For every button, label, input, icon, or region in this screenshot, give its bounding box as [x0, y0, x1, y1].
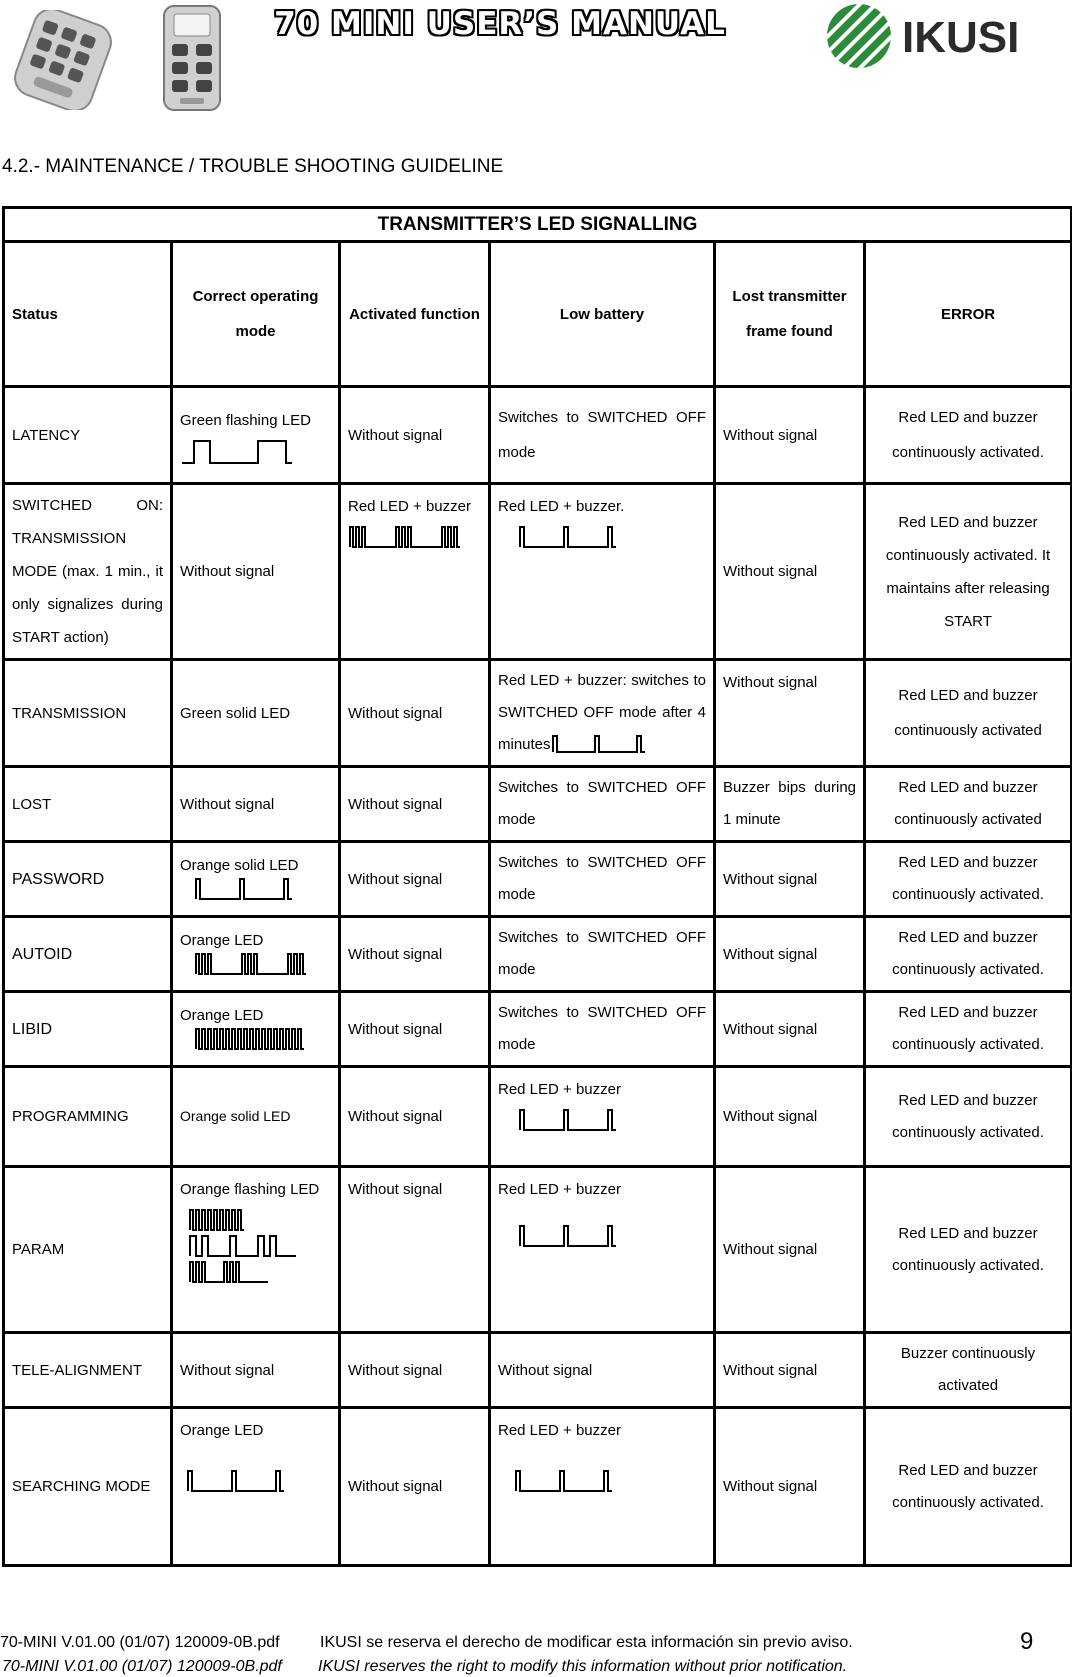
activated-cell: Without signal: [340, 767, 490, 842]
lost-frame-cell: Without signal: [715, 1408, 865, 1566]
activated-cell: [340, 484, 490, 660]
led-signal-icon: [180, 438, 331, 468]
error-cell: Red LED and buzzer continuously activated.: [865, 1067, 1072, 1167]
footer-disclaimer: IKUSI reserves the right to modify this information without prior notification.: [318, 1658, 848, 1675]
status-cell: TELE-ALIGNMENT: [4, 1333, 172, 1408]
table-row: [4, 992, 1072, 1067]
lost-frame-cell: Without signal: [715, 1333, 865, 1408]
cell-label: Orange flashing LED: [180, 1181, 320, 1198]
footer-disclaimer: IKUSI se reserva el derecho de modificar esta información sin previo aviso.: [320, 1634, 853, 1651]
cell-label: Orange LED: [180, 932, 264, 949]
column-header: Correct operating mode: [172, 242, 340, 387]
activated-cell: Without signal: [340, 387, 490, 484]
led-signal-icon: [348, 524, 481, 554]
led-signal-icon: [180, 1026, 331, 1052]
status-cell: PROGRAMMING: [4, 1067, 172, 1167]
table-row: [4, 1408, 1072, 1566]
error-cell: Red LED and buzzer continuously activated.: [865, 917, 1072, 992]
activated-cell: Without signal: [340, 1408, 490, 1566]
low-battery-cell: [490, 484, 715, 660]
table-row: [4, 767, 1072, 842]
status-cell: AUTOID: [4, 917, 172, 992]
correct-mode-cell: Orange solid LED: [172, 1067, 340, 1167]
status-cell: PARAM: [4, 1167, 172, 1333]
low-battery-cell: [490, 660, 715, 767]
status-cell: SWITCHED ON: TRANSMISSION MODE (max. 1 min., it only signalizes during START action): [4, 484, 172, 660]
column-header: Status: [4, 242, 172, 387]
page-header: [0, 0, 1072, 120]
cell-label: Red LED + buzzer: [348, 498, 471, 515]
correct-mode-cell: [172, 1408, 340, 1566]
lost-frame-cell: Without signal: [715, 1167, 865, 1333]
table-row: [4, 660, 1072, 767]
low-battery-cell: [490, 1408, 715, 1566]
table-row: [4, 387, 1072, 484]
logo-text: IKUSI: [902, 13, 1020, 62]
table-row: [4, 917, 1072, 992]
correct-mode-cell: [172, 917, 340, 992]
cell-label: Red LED + buzzer.: [498, 498, 625, 515]
lost-frame-cell: Without signal: [715, 484, 865, 660]
error-cell: Red LED and buzzer continuously activated.: [865, 1408, 1072, 1566]
correct-mode-cell: [172, 387, 340, 484]
table-row: [4, 1067, 1072, 1167]
remote-control-image: [160, 4, 224, 112]
status-cell: TRANSMISSION: [4, 660, 172, 767]
activated-cell: Without signal: [340, 660, 490, 767]
cell-label: Orange LED: [180, 1422, 264, 1439]
led-signal-icon: [498, 1223, 706, 1253]
status-cell: LATENCY: [4, 387, 172, 484]
led-signal-icon: [180, 1468, 331, 1498]
correct-mode-cell: Without signal: [172, 767, 340, 842]
led-signalling-table: [2, 206, 1072, 1567]
section-title: 4.2.- MAINTENANCE / TROUBLE SHOOTING GUIDELINE: [2, 156, 504, 177]
error-cell: Red LED and buzzer continuously activated.: [865, 1167, 1072, 1333]
low-battery-cell: Switches to SWITCHED OFF mode: [490, 842, 715, 917]
status-cell: PASSWORD: [4, 842, 172, 917]
page-number: 9: [1020, 1628, 1034, 1655]
column-header: Lost transmitter frame found: [715, 242, 865, 387]
table-row: [4, 484, 1072, 660]
cell-label: Red LED + buzzer: [498, 1422, 621, 1439]
table-caption: TRANSMITTER’S LED SIGNALLING: [4, 208, 1072, 242]
lost-frame-cell: Without signal: [715, 842, 865, 917]
activated-cell: Without signal: [340, 842, 490, 917]
correct-mode-cell: Green solid LED: [172, 660, 340, 767]
status-cell: LIBID: [4, 992, 172, 1067]
led-signal-icon: [498, 1468, 706, 1498]
ikusi-logo: [824, 2, 1044, 72]
footer-file-name: 70-MINI V.01.00 (01/07) 120009-0B.pdf: [0, 1634, 280, 1651]
correct-mode-cell: [172, 1167, 340, 1333]
lost-frame-cell: Without signal: [715, 992, 865, 1067]
cell-label: Red LED + buzzer: [498, 1081, 621, 1098]
led-signal-icon: [551, 733, 651, 757]
lost-frame-cell: Without signal: [715, 917, 865, 992]
lost-frame-cell: Without signal: [715, 387, 865, 484]
status-cell: SEARCHING MODE: [4, 1408, 172, 1566]
error-cell: Red LED and buzzer continuously activated: [865, 660, 1072, 767]
error-cell: Red LED and buzzer continuously activated.: [865, 842, 1072, 917]
low-battery-cell: Switches to SWITCHED OFF mode: [490, 387, 715, 484]
footer-file-name: 70-MINI V.01.00 (01/07) 120009-0B.pdf: [2, 1658, 282, 1675]
low-battery-cell: Switches to SWITCHED OFF mode: [490, 992, 715, 1067]
error-cell: Red LED and buzzer continuously activated.: [865, 387, 1072, 484]
table-row: [4, 1333, 1072, 1408]
activated-cell: Without signal: [340, 1067, 490, 1167]
led-signal-icon: [180, 876, 331, 902]
error-cell: Buzzer continuously activated: [865, 1333, 1072, 1408]
table-header-row: [4, 242, 1072, 387]
cell-label: Green flashing LED: [180, 411, 311, 429]
low-battery-cell: [490, 1167, 715, 1333]
remote-control-image: [8, 10, 118, 110]
column-header: ERROR: [865, 242, 1072, 387]
led-signal-icon: [498, 1107, 706, 1137]
cell-label: Red LED + buzzer: [498, 1181, 621, 1198]
activated-cell: Without signal: [340, 992, 490, 1067]
low-battery-cell: Without signal: [490, 1333, 715, 1408]
cell-label: Orange solid LED: [180, 857, 299, 874]
correct-mode-cell: Without signal: [172, 1333, 340, 1408]
column-header: Activated function: [340, 242, 490, 387]
document-title: 70 MINI USER’S MANUAL: [274, 6, 726, 42]
correct-mode-cell: [172, 992, 340, 1067]
table-row: [4, 842, 1072, 917]
correct-mode-cell: Without signal: [172, 484, 340, 660]
lost-frame-cell: Without signal: [715, 660, 865, 767]
lost-frame-cell: Buzzer bips during 1 minute: [715, 767, 865, 842]
error-cell: Red LED and buzzer continuously activated.: [865, 992, 1072, 1067]
table-row: [4, 1167, 1072, 1333]
led-signal-icon: [498, 524, 706, 554]
correct-mode-cell: [172, 842, 340, 917]
low-battery-cell: [490, 1067, 715, 1167]
activated-cell: Without signal: [340, 1333, 490, 1408]
lost-frame-cell: Without signal: [715, 1067, 865, 1167]
led-signal-icon: [180, 1207, 331, 1285]
cell-label: Red LED + buzzer: switches to SWITCHED OFF mode after 4 minutes: [498, 672, 706, 753]
activated-cell: Without signal: [340, 1167, 490, 1333]
low-battery-cell: Switches to SWITCHED OFF mode: [490, 917, 715, 992]
column-header: Low battery: [490, 242, 715, 387]
led-signal-icon: [180, 951, 331, 977]
error-cell: Red LED and buzzer continuously activated: [865, 767, 1072, 842]
status-cell: LOST: [4, 767, 172, 842]
error-cell: Red LED and buzzer continuously activated. It maintains after releasing START: [865, 484, 1072, 660]
cell-label: Orange LED: [180, 1007, 264, 1024]
activated-cell: Without signal: [340, 917, 490, 992]
low-battery-cell: Switches to SWITCHED OFF mode: [490, 767, 715, 842]
